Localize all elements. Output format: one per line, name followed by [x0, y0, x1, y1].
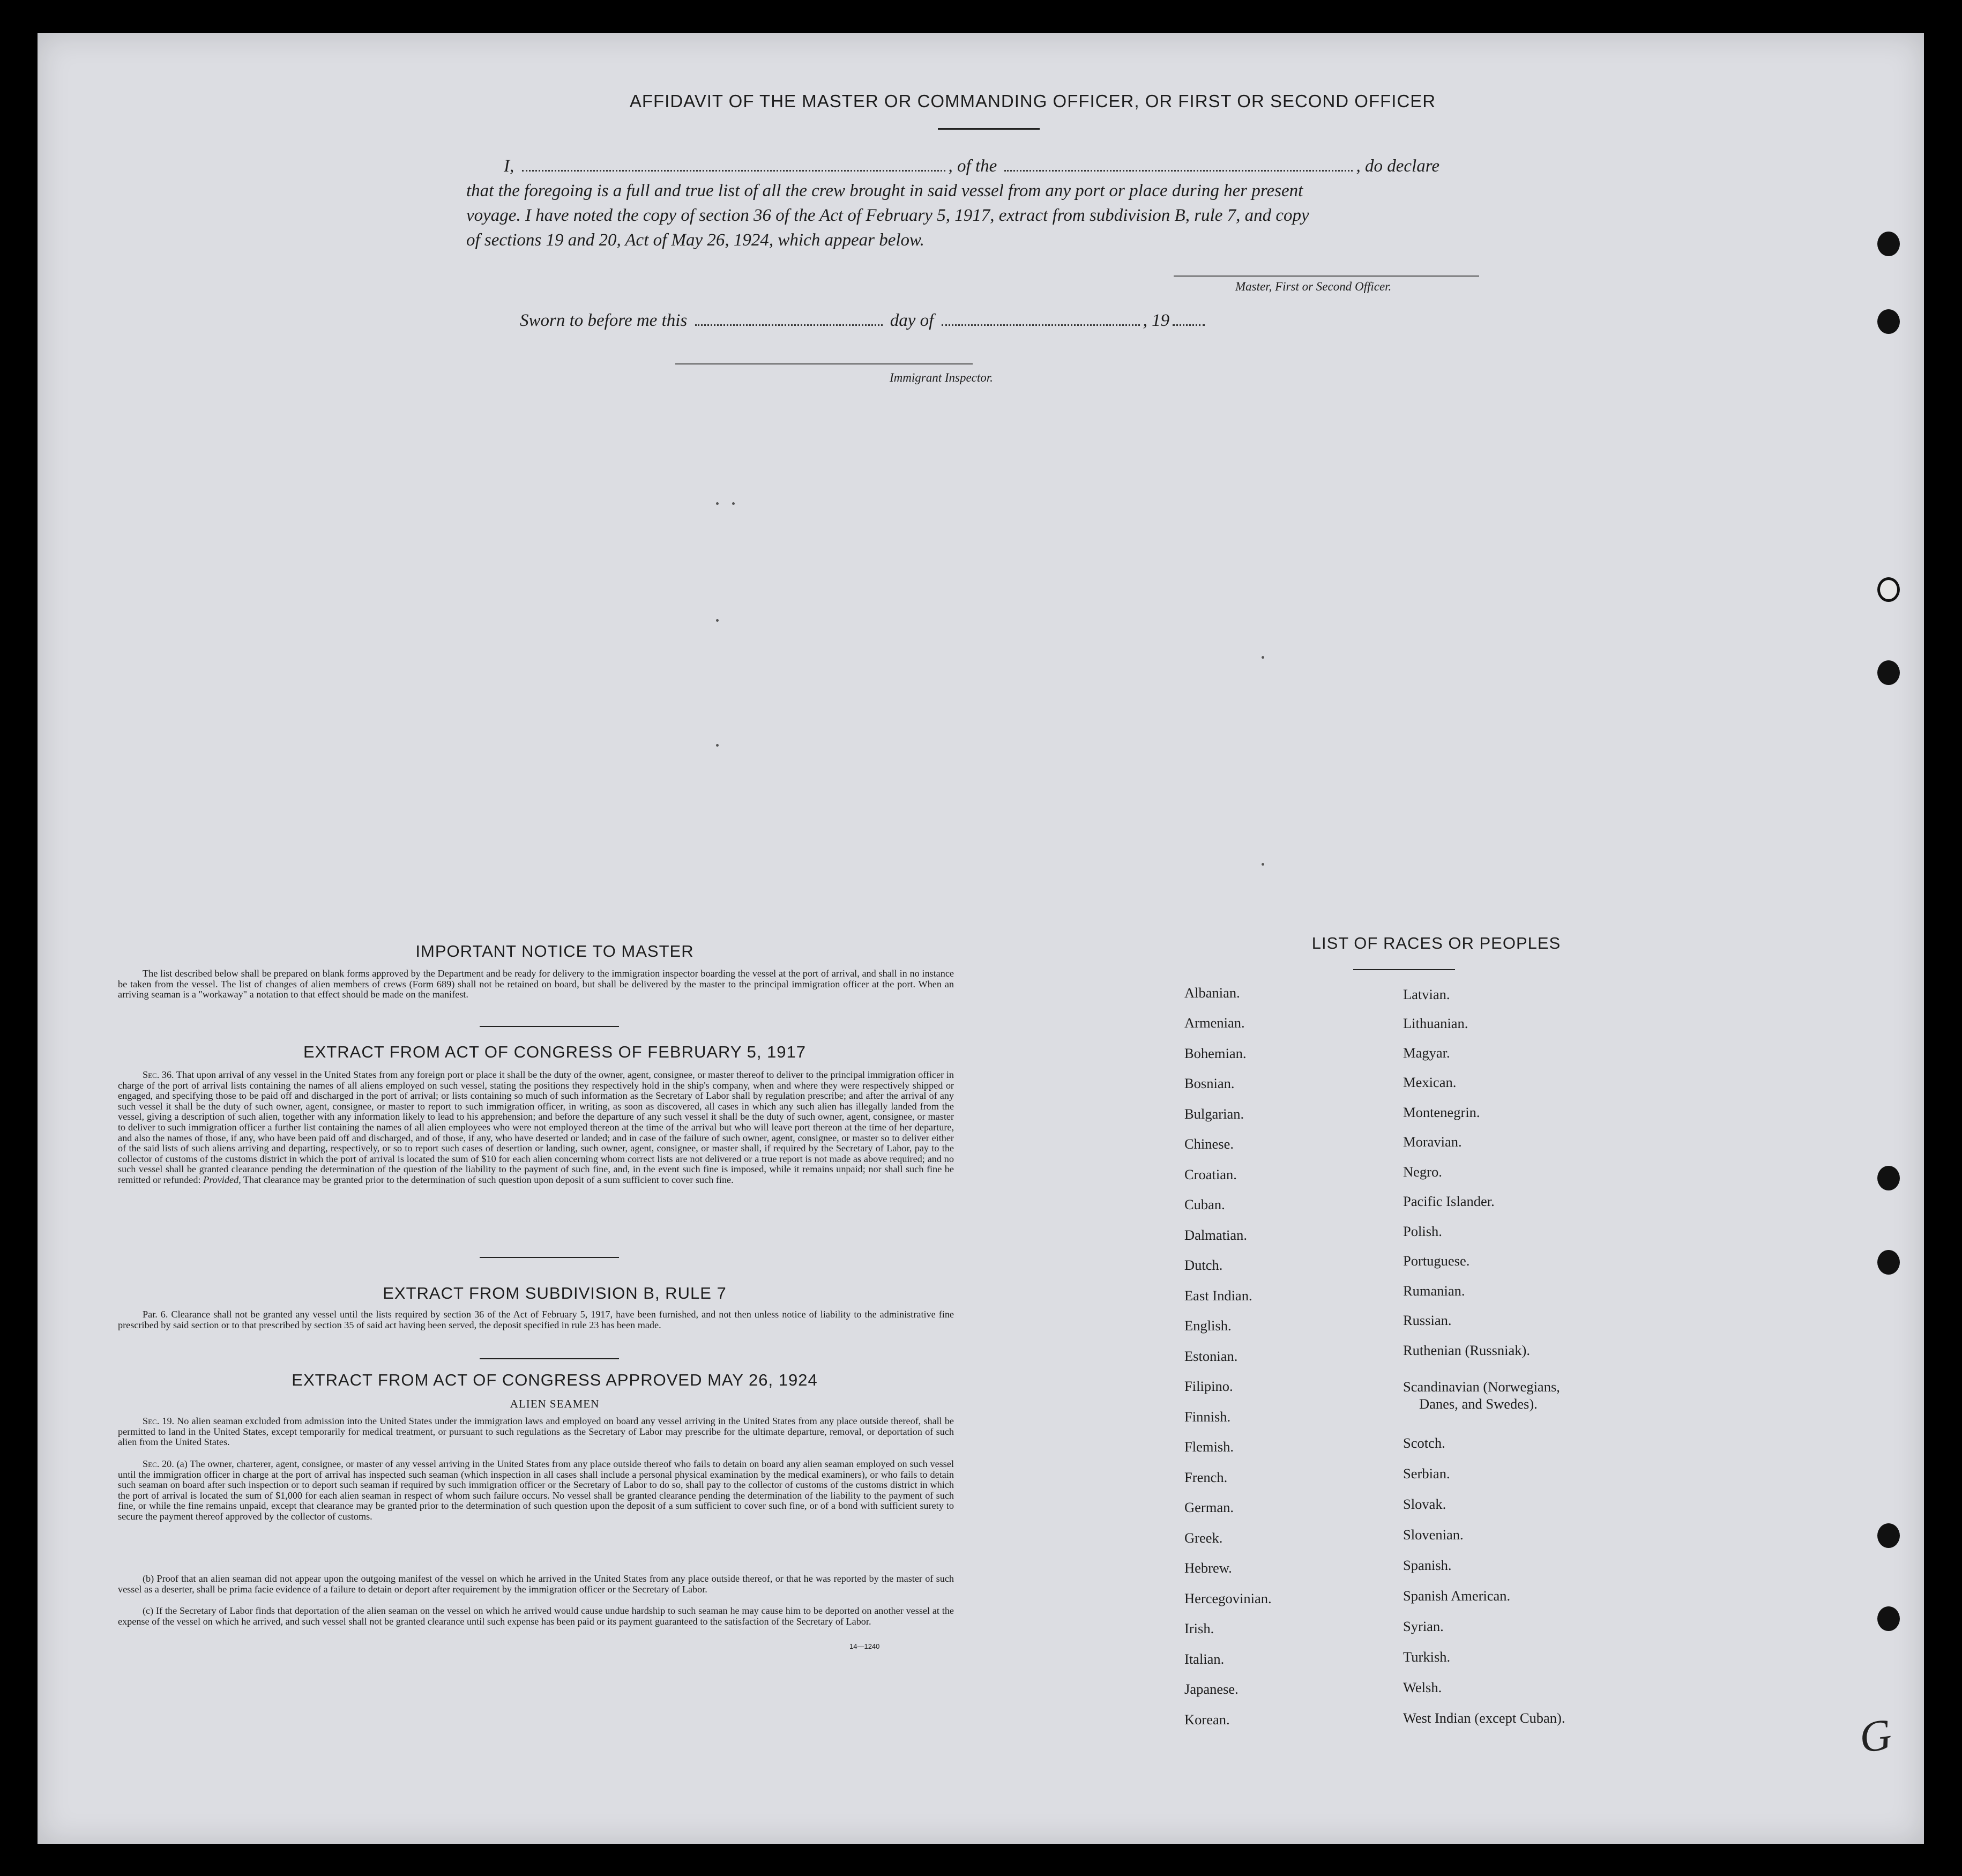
race-item: Greek. [1184, 1530, 1223, 1546]
speck [716, 619, 719, 622]
race-item: Moravian. [1403, 1134, 1462, 1150]
race-item: Filipino. [1184, 1378, 1233, 1394]
race-item: Latvian. [1403, 986, 1450, 1002]
affidavit-heading: AFFIDAVIT OF THE MASTER OR COMMANDING OFFICER, OR FIRST OR SECOND OFFICER [629, 91, 1436, 111]
races-divider [1353, 969, 1455, 970]
sec-19-label: Sec. 19. [143, 1416, 175, 1426]
race-item: Negro. [1403, 1164, 1442, 1180]
race-item: Spanish. [1403, 1557, 1452, 1573]
race-item: Syrian. [1403, 1618, 1444, 1634]
race-item: East Indian. [1184, 1287, 1252, 1304]
race-item: Bosnian. [1184, 1075, 1235, 1091]
sworn-day-blank[interactable] [695, 324, 883, 326]
sec-36-label: Sec. 36. [143, 1069, 174, 1080]
extract-1917-text [118, 1070, 954, 1186]
affidavit-line-1 [504, 157, 1439, 176]
inspector-caption: Immigrant Inspector. [890, 371, 993, 384]
sec-20-label: Sec. 20. [143, 1458, 174, 1469]
race-item: Polish. [1403, 1223, 1442, 1239]
race-item: Hebrew. [1184, 1560, 1232, 1576]
race-item: Bohemian. [1184, 1045, 1247, 1061]
race-item: Russian. [1403, 1312, 1452, 1328]
speck [1262, 863, 1264, 866]
race-item: Rumanian. [1403, 1283, 1465, 1299]
inspector-signature-line[interactable] [675, 363, 973, 364]
divider [480, 1257, 619, 1258]
affidavit-i: I, [504, 157, 514, 176]
alien-seamen-subtitle: ALIEN SEAMEN [510, 1397, 600, 1410]
affidavit-line-3: voyage. I have noted the copy of section 36 of the Act of February 5, 1917, extract from subdivision B, rule 7, and copy [466, 206, 1309, 225]
proviso-label: Provided, [203, 1174, 241, 1185]
race-item: Cuban. [1184, 1196, 1225, 1212]
race-item: German. [1184, 1499, 1234, 1515]
handwritten-mark: G [1856, 1709, 1895, 1762]
speck [1262, 656, 1264, 659]
races-title: LIST OF RACES OR PEOPLES [1311, 934, 1561, 952]
race-item: English. [1184, 1317, 1232, 1334]
race-item: Italian. [1184, 1651, 1225, 1667]
race-item: Welsh. [1403, 1679, 1442, 1695]
race-item: Albanian. [1184, 985, 1240, 1001]
punch-hole [1877, 577, 1900, 602]
punch-hole [1877, 1250, 1900, 1275]
punch-hole [1877, 660, 1900, 685]
sworn-text: Sworn to before me this [520, 311, 688, 330]
race-item: Hercegovinian. [1184, 1590, 1272, 1606]
speck [716, 502, 719, 505]
race-item: Flemish. [1184, 1439, 1234, 1455]
year-prefix: , 19 [1143, 311, 1170, 330]
race-item: Scandinavian (Norwegians, [1403, 1379, 1560, 1395]
sec-20b-text: (b) Proof that an alien seaman did not appear upon the outgoing manifest of the vessel on which he arrived in the United States from any place outside thereof, or that he was reported by the master of such vessel as a deserter, shall be prima facie evidence of a failure to detain or deport after requirement by the immigration officer or the Secretary of Labor. [118, 1573, 954, 1595]
rule-7-text: Par. 6. Clearance shall not be granted any vessel until the lists required by section 36 of the Act of February 5, 1917, have been furnished, and not then unless notice of liability to the administrative fine prescribed by said section or to that prescribed by section 35 of said act having been served, the deposit specified in rule 23 has been made. [118, 1309, 954, 1330]
race-item: Irish. [1184, 1620, 1214, 1636]
race-item: Korean. [1184, 1711, 1230, 1728]
notice-title: IMPORTANT NOTICE TO MASTER [415, 942, 694, 961]
sworn-month-blank[interactable] [942, 324, 1140, 326]
speck [732, 502, 735, 505]
vessel-blank[interactable] [1004, 170, 1353, 172]
affidavit-of-the: , of the [948, 157, 997, 176]
race-item: Magyar. [1403, 1045, 1450, 1061]
race-item: Bulgarian. [1184, 1106, 1244, 1122]
race-item: Lithuanian. [1403, 1015, 1468, 1031]
race-item: West Indian (except Cuban). [1403, 1710, 1565, 1726]
name-blank[interactable] [522, 170, 945, 172]
race-item: Turkish. [1403, 1649, 1451, 1665]
punch-hole [1877, 1166, 1900, 1190]
race-item: Finnish. [1184, 1409, 1231, 1425]
rule-7-title: EXTRACT FROM SUBDIVISION B, RULE 7 [383, 1284, 727, 1302]
race-item: Slovak. [1403, 1496, 1446, 1512]
punch-hole [1877, 232, 1900, 256]
race-item: Scotch. [1403, 1435, 1445, 1451]
extract-1917-title: EXTRACT FROM ACT OF CONGRESS OF FEBRUARY 5, 1917 [303, 1043, 807, 1061]
punch-hole [1877, 309, 1900, 334]
race-item: Serbian. [1403, 1465, 1450, 1482]
punch-hole [1877, 1606, 1900, 1631]
notice-text: The list described below shall be prepared on blank forms approved by the Department and be ready for delivery to the immigration inspector boarding the vessel at the port of arrival, and shall in no instance be taken from the vessel. The list of changes of alien members of crews (Form 689) shall not be retained on board, but shall be delivered by the master to the principal immigration officer at the port. When an arriving seaman is a "workaway" a notation to that effect should be made on the manifest. [118, 968, 954, 1000]
race-item: Portuguese. [1403, 1253, 1470, 1269]
form-number: 14—1240 [849, 1642, 880, 1650]
heading-divider [938, 128, 1040, 130]
extract-1924-title: EXTRACT FROM ACT OF CONGRESS APPROVED MAY 26, 1924 [292, 1371, 818, 1389]
master-signature-line[interactable] [1174, 276, 1479, 277]
affidavit-declare: , do declare [1356, 157, 1439, 176]
sec-20a-body: (a) The owner, charterer, agent, consignee, or master of any vessel arriving in the United States from any place outside thereof who fails to detain on board any alien seaman employed on such vessel until the immigration officer in charge at the port of arrival has inspected such seaman (which inspection in all cases shall include a personal physical examination by the medical examiners), or who fails to detain such seaman on board after such inspection or to deport such seaman if required by such immigration officer or the Secretary of Labor to do so, shall pay to the collector of customs of the customs district in which the port of arrival is located the sum of $1,000 for each alien seaman in respect of whom such failure occurs. No vessel shall be granted clearance pending the determination of the liability to the payment of such fine, or while the fine remains unpaid, except that clearance may be granted prior to the determination of such question upon the deposit of a sum sufficient to cover such fine, or of a bond with sufficient surety to secure the payment thereof approved by the collector of customs. [118, 1458, 954, 1522]
affidavit-line-2: that the foregoing is a full and true list of all the crew brought in said vessel from any port or place during her present [466, 181, 1303, 200]
affidavit-line-4: of sections 19 and 20, Act of May 26, 1924, which appear below. [466, 230, 924, 250]
day-of-text: day of [890, 311, 934, 330]
race-item: Spanish American. [1403, 1588, 1511, 1604]
year-blank[interactable] [1173, 324, 1205, 326]
master-caption: Master, First or Second Officer. [1235, 280, 1392, 293]
sec-20c-text: (c) If the Secretary of Labor finds that deportation of the alien seaman on the vessel on which he arrived would cause undue hardship to such seaman he may cause him to be deported on another vessel at the expense of the vessel on which he arrived, and such vessel shall not be granted clearance until such expense has been paid or its payment guaranteed to the satisfaction of the Secretary of Labor. [118, 1605, 954, 1627]
speck [716, 744, 719, 747]
race-item: Danes, and Swedes). [1419, 1396, 1538, 1412]
race-item: Dutch. [1184, 1257, 1223, 1273]
sec-19-body: No alien seaman excluded from admission into the United States under the immigration laws and employed on board any vessel arriving in the United States from any place outside thereof, shall be permitted to land in the United States, except temporarily for medical treatment, or pursuant to such regulations as the Secretary of Labor may prescribe for the ultimate departure, removal, or deportation of such alien from the United States. [118, 1416, 954, 1448]
race-item: Chinese. [1184, 1136, 1234, 1152]
divider [480, 1358, 619, 1359]
sworn-line [520, 311, 1208, 331]
race-item: Japanese. [1184, 1681, 1239, 1697]
race-item: Slovenian. [1403, 1527, 1464, 1543]
punch-hole [1877, 1523, 1900, 1548]
race-item: French. [1184, 1469, 1228, 1485]
race-item: Ruthenian (Russniak). [1403, 1342, 1530, 1358]
race-item: Pacific Islander. [1403, 1193, 1495, 1209]
race-item: Croatian. [1184, 1166, 1237, 1182]
race-item: Armenian. [1184, 1015, 1245, 1031]
race-item: Dalmatian. [1184, 1227, 1247, 1243]
sec-20a-text [118, 1459, 954, 1522]
divider [480, 1026, 619, 1027]
race-item: Mexican. [1403, 1074, 1457, 1090]
race-item: Estonian. [1184, 1348, 1238, 1364]
document-sheet [38, 33, 1924, 1844]
sec-36-body: That upon arrival of any vessel in the United States from any foreign port or place it shall be the duty of the owner, agent, consignee, or master thereof to deliver to the principal immigration officer in charge of the port of arrival lists containing the names of all aliens employed on such vessel, stating the positions they respectively hold in the ship's company, when and where they were respectively shipped or engaged, and specifying those to be paid off and discharged in the port of arrival; or lists containing so much of such information as the Secretary of Labor shall by regulation prescribe; and after the arrival of any such vessel it shall be the duty of such owner, agent, consignee, or master to report to such immigration officer, in writing, as soon as discovered, all cases in which any such alien has illegally landed from the vessel, giving a description of such alien, together with any information likely to lead to his apprehension; and before the departure of any such vessel it shall be the duty of such owner, agent, consignee, or master to deliver to such immigration officer a further list containing the names of all alien employees who were not employed thereon at the time of the arrival but who will leave port thereon at the time of her departure, and also the names of those, if any, who have been paid off and discharged, and of those, if any, who have deserted or landed; and in case of the failure of such owner, agent, consignee, or master so to deliver either of the said lists of such aliens arriving and departing, respectively, or so to report such cases of desertion or landing, such owner, agent, consignee, or master shall, if required by the Secretary of Labor, pay to the collector of customs of the customs district in which the port of arrival is located the sum of $10 for each alien concerning whom correct lists are not delivered or a true report is not made as above required; and no such vessel shall be granted clearance pending the determination of the question of the liability to the payment of such fine, and, in the event such fine is imposed, while it remains unpaid; nor shall such fine be remitted or refunded: [118, 1069, 954, 1185]
sec-19-text [118, 1416, 954, 1448]
proviso-text: That clearance may be granted prior to the determination of such question upon deposit of a sum sufficient to cover such fine. [243, 1174, 734, 1185]
race-item: Montenegrin. [1403, 1104, 1480, 1120]
